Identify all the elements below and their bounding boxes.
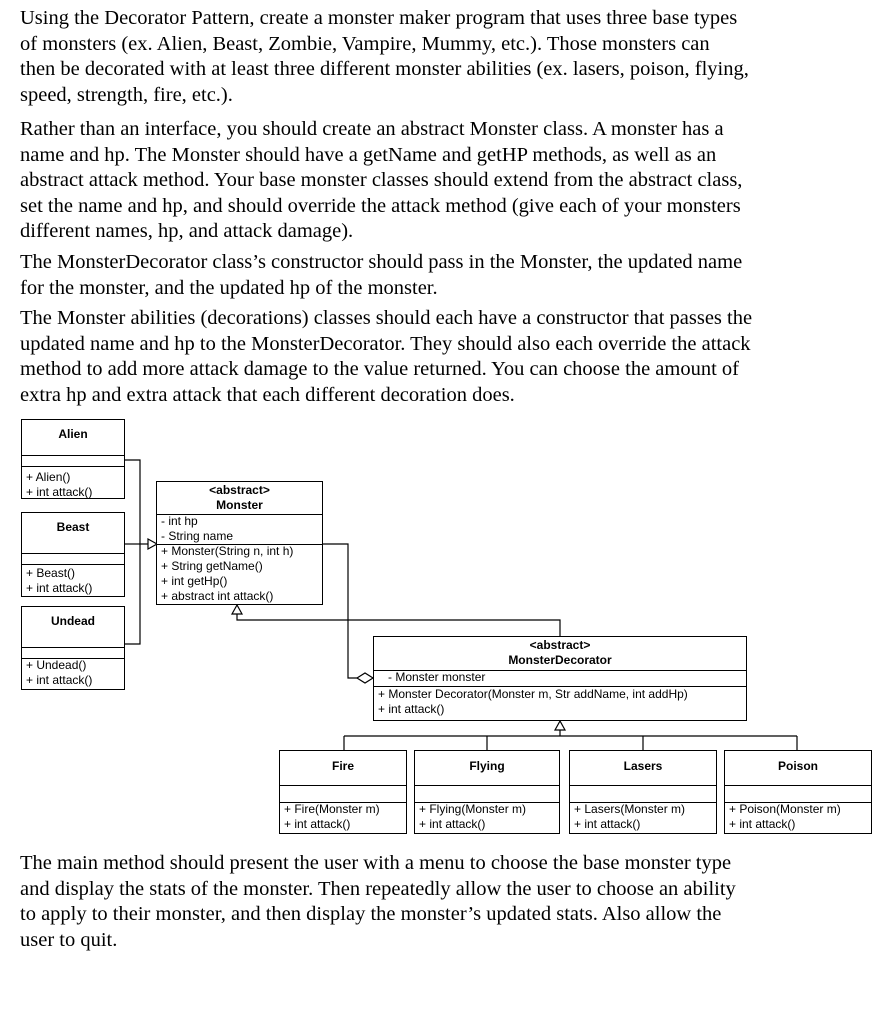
class-operations: + Fire(Monster m) + int attack() <box>284 802 380 831</box>
aggregation-diamond <box>357 673 373 683</box>
class-stereotype: <abstract> <box>209 483 270 497</box>
text-line: abstract attack method. Your base monster classes should extend from the abstract class, <box>20 169 743 191</box>
text-line: user to quit. <box>20 928 118 951</box>
class-operations: + Lasers(Monster m) + int attack() <box>574 802 686 831</box>
class-box-lasers <box>569 750 717 834</box>
text-line: The main method should present the user with a menu to choose the base monster type <box>20 852 732 874</box>
class-operations: + Alien() + int attack() <box>26 470 93 499</box>
class-operations: + Beast() + int attack() <box>26 566 93 595</box>
class-name-alien: Alien <box>58 427 88 441</box>
text-line: then be decorated with at least three different monster abilities (ex. lasers, poison, flying, <box>20 58 749 80</box>
text-line: set the name and hp, and should override the attack method (give each of your monsters <box>20 194 741 217</box>
inheritance-arrow-decorator <box>555 721 565 730</box>
text-line: The MonsterDecorator class’s constructor should pass in the Monster, the updated name <box>20 251 743 273</box>
text-line: different names, hp, and attack damage). <box>20 220 354 242</box>
text-line: Using the Decorator Pattern, create a monster maker program that uses three base types <box>20 7 738 29</box>
paragraph-main-method <box>20 851 880 953</box>
class-name-fire: Fire <box>331 759 354 773</box>
class-box-undead <box>21 606 125 690</box>
class-box-poison <box>724 750 872 834</box>
text-line: for the monster, and the updated hp of the monster. <box>20 276 438 299</box>
class-box-fire <box>279 750 407 834</box>
class-name-beast: Beast <box>56 520 90 534</box>
class-name-lasers: Lasers <box>623 759 663 773</box>
connector-alien <box>125 460 140 644</box>
text-line: name and hp. The Monster should have a getName and getHP methods, as well as an <box>20 143 717 166</box>
class-box-monster-decorator <box>373 636 747 721</box>
class-operations: + Undead() + int attack() <box>26 658 93 687</box>
text-line: updated name and hp to the MonsterDecorator. They should also each override the attack <box>20 332 751 355</box>
class-operations: + Flying(Monster m) + int attack() <box>419 802 527 831</box>
class-attributes: - int hp - String name <box>161 514 234 543</box>
class-box-flying <box>414 750 560 834</box>
text-line: of monsters (ex. Alien, Beast, Zombie, Vampire, Mummy, etc.). Those monsters can <box>20 32 710 55</box>
class-stereotype: <abstract> <box>529 638 591 652</box>
text-line: speed, strength, fire, etc.). <box>20 83 233 106</box>
class-box-beast <box>21 512 125 597</box>
class-operations: + Poison(Monster m) + int attack() <box>729 802 841 831</box>
text-line: to apply to their monster, and then display the monster’s updated stats. Also allow the <box>20 903 722 925</box>
class-box-alien <box>21 419 125 499</box>
text-line: and display the stats of the monster. Then repeatedly allow the user to choose an ability <box>20 877 736 900</box>
class-name-flying: Flying <box>469 759 505 773</box>
connector-decorator-inherits <box>237 614 560 636</box>
class-name-monster: Monster <box>216 498 263 512</box>
text-line: Rather than an interface, you should create an abstract Monster class. A monster has a <box>20 118 724 140</box>
text-line: The Monster abilities (decorations) classes should each have a constructor that passes the <box>20 307 753 329</box>
class-attributes: - Monster monster <box>388 670 486 684</box>
class-name-poison: Poison <box>777 759 818 773</box>
text-line: extra hp and extra attack that each different decoration does. <box>20 383 515 406</box>
class-operations: + Monster Decorator(Monster m, Str addName, int addHp) + int attack() <box>378 687 688 716</box>
class-operations: + Monster(String n, int h) + String getName() + int getHp() + abstract int attack() <box>161 544 294 603</box>
text-line: method to add more attack damage to the value returned. You can choose the amount of <box>20 358 739 380</box>
class-name-monster-decorator: MonsterDecorator <box>508 653 612 667</box>
class-name-undead: Undead <box>50 614 95 628</box>
connector-aggregation <box>322 544 357 678</box>
class-box-monster <box>156 481 323 605</box>
inheritance-arrow-monster-bottom <box>232 605 242 614</box>
